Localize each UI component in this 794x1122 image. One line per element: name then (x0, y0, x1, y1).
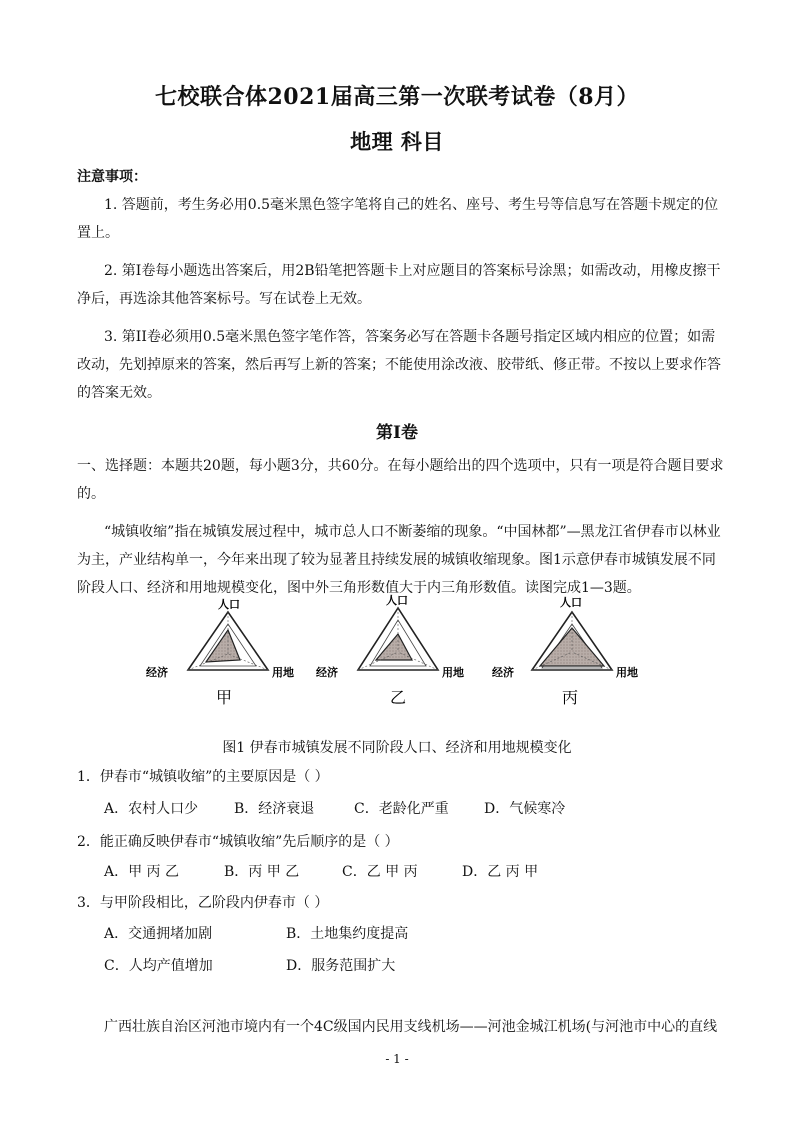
passage-1: “城镇收缩”指在城镇发展过程中，城市总人口不断萎缩的现象。“中国林都”—黑龙江省伊春市以林业为主，产业结构单一，今年来出现了较为显著且持续发展的城镇收缩现象。图1示意伊春市城镇发展不同阶段人口、经济和用地规模变化，图中外三角形数值大于内三角形数值。读图完成1—3题。 (77, 524, 721, 596)
question-3-option-b: B．土地集约度提高 (286, 926, 409, 942)
question-3-stem: 3．与甲阶段相比，乙阶段内伊春市（ ） (77, 895, 329, 911)
notice-heading: 注意事项： (77, 169, 147, 185)
triangle-yi (316, 594, 464, 707)
axis-label-economy: 经济 (146, 666, 168, 679)
stage-label-yi: 乙 (390, 688, 407, 707)
question-2-stem: 2．能正确反映伊春市“城镇收缩”先后顺序的是（ ） (77, 834, 399, 850)
stage-label-bing: 丙 (562, 688, 579, 707)
notice-item-3: 3. 第II卷必须用0.5毫米黑色签字笔作答，答案务必写在答题卡各题号指定区域内相应的位置；如需改动，先划掉原来的答案，然后再写上新的答案；不能使用涂改液、胶带纸、修正带。不按以上要求作答的答案无效。 (77, 329, 721, 401)
figure-1-caption: 图1 伊春市城镇发展不同阶段人口、经济和用地规模变化 (222, 740, 572, 756)
axis-label-economy: 经济 (492, 666, 514, 679)
question-2-option-b: B．丙 甲 乙 (224, 864, 300, 880)
subject-title: 地理 科目 (350, 129, 444, 154)
question-1-option-a: A．农村人口少 (104, 801, 199, 817)
axis-label-economy: 经济 (316, 666, 338, 679)
question-1-stem: 1．伊春市“城镇收缩”的主要原因是（ ） (77, 769, 329, 785)
question-2-options (104, 860, 538, 884)
triangle-bing (492, 596, 638, 707)
triangle-jia (146, 598, 294, 707)
stage-label-jia: 甲 (216, 688, 233, 707)
exam-title: 七校联合体2021届高三第一次联考试卷（8月） (154, 84, 640, 110)
axis-label-land: 用地 (272, 666, 294, 679)
axis-label-land: 用地 (616, 666, 638, 679)
section-title: 第I卷 (376, 423, 418, 443)
question-2-option-d: D．乙 丙 甲 (462, 864, 539, 880)
axis-label-population: 人口 (218, 598, 240, 611)
question-1-option-b: B．经济衰退 (234, 801, 315, 817)
axis-label-land: 用地 (442, 666, 464, 679)
passage-2: 广西壮族自治区河池市境内有一个4C级国内民用支线机场——河池金城江机场(与河池市中心的直线 (104, 1019, 718, 1035)
notice-item-1: 1. 答题前，考生务必用0.5毫米黑色签字笔将自己的姓名、座号、考生号等信息写在答题卡规定的位置上。 (77, 197, 719, 241)
question-3-options-row-1 (104, 922, 408, 946)
question-3-option-a: A．交通拥堵加剧 (104, 926, 213, 942)
figure-1-diagram (140, 590, 660, 710)
question-3-option-c: C．人均产值增加 (104, 958, 213, 974)
page-number: - 1 - (385, 1052, 409, 1066)
question-2-option-a: A．甲 丙 乙 (104, 864, 180, 880)
axis-label-population: 人口 (560, 596, 582, 609)
question-2-option-c: C．乙 甲 丙 (342, 864, 418, 880)
question-3-option-d: D．服务范围扩大 (286, 958, 396, 974)
axis-label-population: 人口 (386, 594, 408, 607)
question-3-options-row-2 (104, 954, 395, 978)
question-1-option-c: C．老龄化严重 (354, 801, 449, 817)
question-1-options (104, 797, 565, 821)
question-1-option-d: D．气候寒冷 (484, 801, 566, 817)
section-intro: 一、选择题：本题共20题，每小题3分，共60分。在每小题给出的四个选项中，只有一项是符合题目要求的。 (77, 458, 724, 502)
notice-item-2: 2. 第I卷每小题选出答案后，用2B铅笔把答题卡上对应题目的答案标号涂黑；如需改动，用橡皮擦干净后，再选涂其他答案标号。写在试卷上无效。 (77, 263, 721, 307)
